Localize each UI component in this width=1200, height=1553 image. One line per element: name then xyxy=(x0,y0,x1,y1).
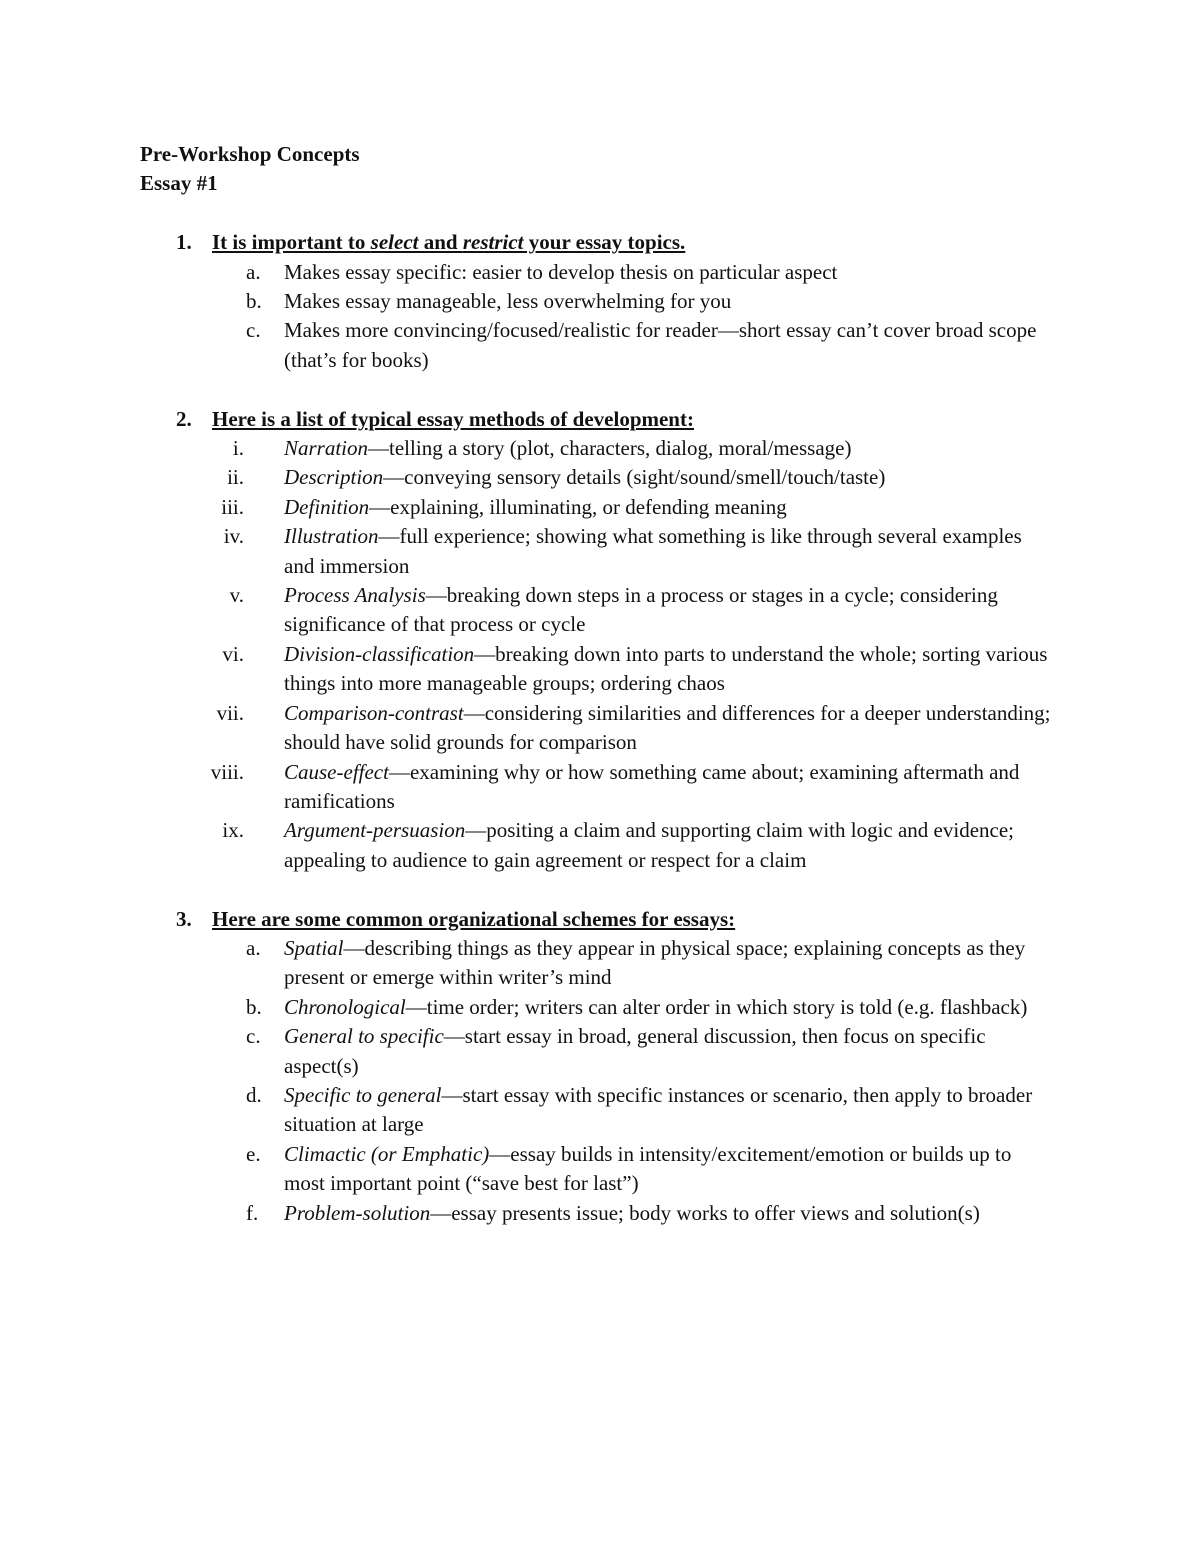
item-marker: f. xyxy=(246,1200,259,1225)
list-item xyxy=(140,463,1060,492)
item-term: Argument-persuasion xyxy=(284,818,466,843)
item-term: Problem-solution xyxy=(284,1200,431,1225)
section-title: It is important to select and restrict your essay topics. xyxy=(212,230,686,255)
item-text: —start essay with specific instances or scenario, then apply to broader situation at large xyxy=(284,1082,1033,1137)
list-item xyxy=(140,1022,1060,1081)
item-term: Process Analysis xyxy=(284,583,426,608)
item-marker: ii. xyxy=(227,465,244,490)
document-body xyxy=(140,140,1060,1228)
section-number: 3. xyxy=(176,906,192,931)
list-item xyxy=(140,434,1060,463)
item-marker: c. xyxy=(246,318,261,343)
item-marker: c. xyxy=(246,1024,261,1049)
section-title: Here is a list of typical essay methods of development: xyxy=(212,406,694,431)
section-number: 2. xyxy=(176,406,192,431)
list-item xyxy=(140,522,1060,581)
list-item xyxy=(140,1140,1060,1199)
item-text: Makes essay manageable, less overwhelming for you xyxy=(284,289,732,314)
item-marker: d. xyxy=(246,1082,262,1107)
item-text: —breaking down steps in a process or stages in a cycle; considering significance of that process or cycle xyxy=(284,583,998,637)
item-term: Division-classification xyxy=(284,641,475,666)
section-1 xyxy=(140,228,1060,375)
list-item xyxy=(140,258,1060,287)
item-text: Makes essay specific: easier to develop thesis on particular aspect xyxy=(284,259,838,284)
item-text: Makes more convincing/focused/realistic for reader—short essay can’t cover broad scope (that’s for books) xyxy=(284,318,1037,372)
section-3 xyxy=(140,905,1060,1228)
document-subtitle: Essay #1 xyxy=(140,171,218,196)
item-text: —explaining, illuminating, or defending meaning xyxy=(369,494,787,519)
item-text: —essay builds in intensity/excitement/emotion or builds up to most important point (“save best for last”) xyxy=(284,1141,1012,1196)
list-item xyxy=(140,699,1060,758)
item-marker: iii. xyxy=(221,494,244,519)
section-heading xyxy=(140,405,1060,434)
section-title: Here are some common organizational schemes for essays: xyxy=(212,906,736,931)
item-marker: vi. xyxy=(222,641,244,666)
section-heading xyxy=(140,228,1060,257)
list-item xyxy=(140,934,1060,993)
item-term: Narration xyxy=(284,436,369,461)
item-term: Definition xyxy=(284,494,370,519)
section-heading xyxy=(140,905,1060,934)
list-item xyxy=(140,816,1060,875)
document-title: Pre-Workshop Concepts xyxy=(140,142,360,166)
item-marker: b. xyxy=(246,289,262,314)
item-term: Cause-effect xyxy=(284,759,389,784)
list-item xyxy=(140,287,1060,316)
list-item xyxy=(140,758,1060,817)
list-item xyxy=(140,581,1060,640)
item-text: —conveying sensory details (sight/sound/smell/touch/taste) xyxy=(383,465,886,490)
item-text: —essay presents issue; body works to offer views and solution(s) xyxy=(430,1200,980,1225)
list-item xyxy=(140,1199,1060,1228)
item-term: Spatial xyxy=(284,935,344,960)
item-term: General to specific xyxy=(284,1024,444,1049)
item-marker: i. xyxy=(232,436,244,461)
item-text: —time order; writers can alter order in which story is told (e.g. flashback) xyxy=(405,994,1028,1019)
item-term: Climactic (or Emphatic) xyxy=(284,1141,490,1166)
emphasis-restrict: restrict xyxy=(462,230,524,255)
list-item xyxy=(140,493,1060,522)
item-term: Illustration xyxy=(284,524,379,549)
section-2 xyxy=(140,405,1060,876)
item-marker: v. xyxy=(229,583,244,608)
list-item xyxy=(140,1081,1060,1140)
item-text: —start essay in broad, general discussion, then focus on specific aspect(s) xyxy=(284,1024,986,1078)
item-term: Specific to general xyxy=(284,1082,442,1107)
item-marker: a. xyxy=(246,935,261,960)
item-text: —considering similarities and differences for a deeper understanding; should have solid grounds for comparison xyxy=(284,700,1051,755)
item-marker: b. xyxy=(246,994,262,1019)
list-item xyxy=(140,316,1060,375)
item-term: Comparison-contrast xyxy=(284,700,464,725)
item-term: Chronological xyxy=(284,994,406,1019)
item-marker: vii. xyxy=(216,700,244,725)
item-text: —describing things as they appear in physical space; explaining concepts as they present or emerge within writer’s mind xyxy=(284,935,1026,990)
item-text: —telling a story (plot, characters, dialog, moral/message) xyxy=(368,436,852,461)
item-marker: ix. xyxy=(222,818,244,843)
item-term: Description xyxy=(284,465,384,490)
item-marker: iv. xyxy=(223,524,244,549)
item-text: —full experience; showing what something is like through several examples and immersion xyxy=(284,524,1022,578)
item-marker: a. xyxy=(246,259,261,284)
item-text: —positing a claim and supporting claim with logic and evidence; appealing to audience to gain agreement or respect for a claim xyxy=(284,818,1015,872)
item-text: —breaking down into parts to understand the whole; sorting various things into more manageable groups; ordering chaos xyxy=(284,641,1048,696)
list-item xyxy=(140,993,1060,1022)
item-marker: e. xyxy=(246,1141,261,1166)
item-marker: viii. xyxy=(210,759,244,784)
section-number: 1. xyxy=(176,230,192,255)
list-item xyxy=(140,640,1060,699)
emphasis-select: select xyxy=(370,230,419,255)
item-text: —examining why or how something came about; examining aftermath and ramifications xyxy=(284,759,1020,813)
